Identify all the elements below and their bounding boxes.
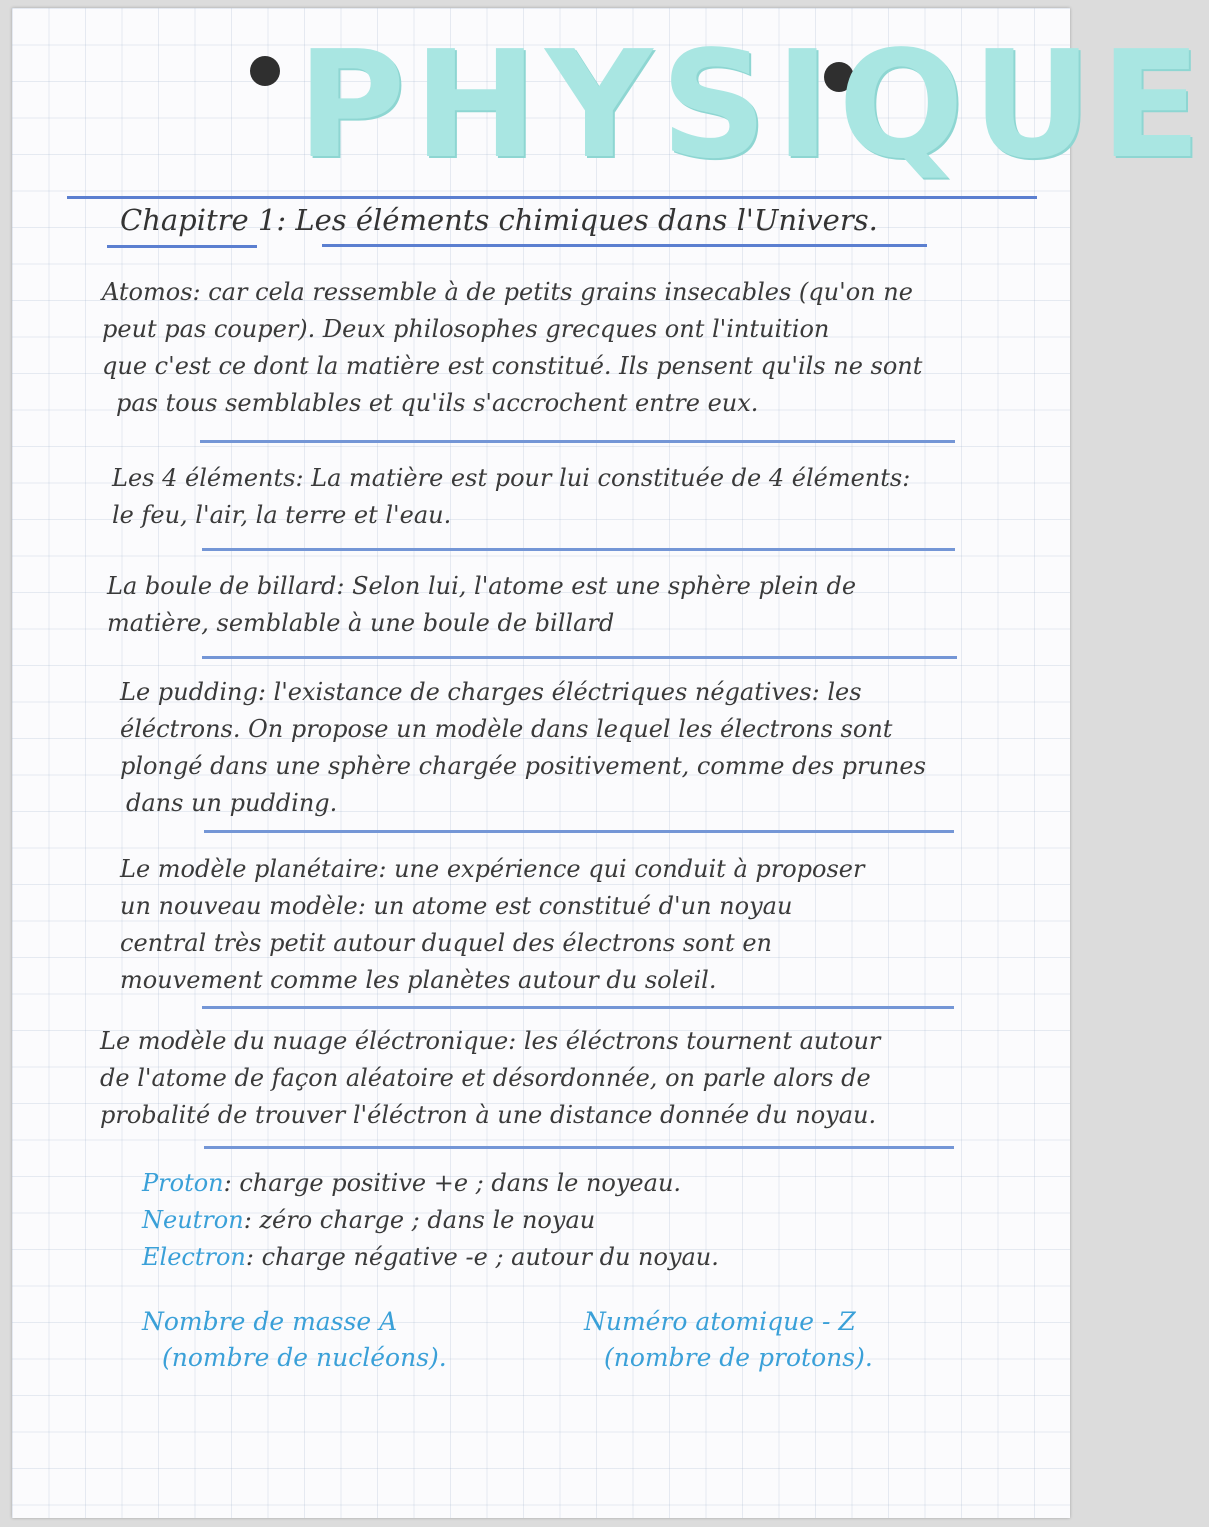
section-separator (204, 1146, 954, 1149)
mass-number-note: (nombre de nucléons). (162, 1343, 447, 1372)
section-four-elements (112, 460, 910, 534)
particle-definitions (142, 1165, 719, 1276)
section-planetary-model (120, 851, 864, 999)
section-separator (202, 1006, 954, 1009)
section-pudding (120, 674, 926, 822)
section-separator (202, 548, 955, 551)
text-line: plongé dans une sphère chargée positivement, comme des prunes (120, 752, 926, 780)
page-title: PHYSIQUE (297, 19, 1209, 191)
text-line: de l'atome de façon aléatoire et désordonnée, on parle alors de (100, 1064, 871, 1092)
section-billiard-ball (107, 568, 856, 642)
text-line: central très petit autour duquel des électrons sont en (120, 929, 772, 957)
chapter-underline-left (107, 245, 257, 248)
text-line: Le pudding: l'existance de charges éléctriques négatives: les (120, 678, 862, 706)
particle-desc: : charge positive +e ; dans le noyeau. (223, 1169, 682, 1197)
particle-desc: : charge négative -e ; autour du noyau. (245, 1243, 719, 1271)
text-line: pas tous semblables et qu'ils s'accrochent entre eux. (116, 389, 759, 417)
section-atomos (102, 274, 922, 422)
particle-term: Proton (142, 1169, 224, 1197)
text-line: mouvement comme les planètes autour du soleil. (120, 966, 717, 994)
particle-neutron (142, 1202, 719, 1239)
particle-proton (142, 1165, 719, 1202)
text-line: probalité de trouver l'éléctron à une distance donnée du noyau. (100, 1101, 877, 1129)
text-line: Le modèle du nuage éléctronique: les éléctrons tournent autour (100, 1027, 881, 1055)
mass-number (142, 1304, 447, 1376)
chapter-heading: Chapitre 1: Les éléments chimiques dans l'Univers. (120, 203, 878, 237)
atomic-number-note: (nombre de protons). (604, 1343, 873, 1372)
text-line: matière, semblable à une boule de billard (107, 609, 615, 637)
particle-term: Neutron (142, 1206, 244, 1234)
particle-term: Electron (142, 1243, 246, 1271)
mass-number-label: Nombre de masse A (142, 1307, 398, 1336)
atomic-number-label: Numéro atomique - Z (584, 1307, 856, 1336)
section-electron-cloud (100, 1023, 880, 1134)
text-line: peut pas couper). Deux philosophes grecques ont l'intuition (102, 315, 830, 343)
section-separator (202, 656, 957, 659)
particle-electron (142, 1239, 719, 1276)
text-line: dans un pudding. (126, 789, 338, 817)
chapter-underline-right (322, 244, 927, 247)
text-line: Le modèle planétaire: une expérience qui conduit à proposer (120, 855, 865, 883)
text-line: que c'est ce dont la matière est constitué. Ils pensent qu'ils ne sont (102, 352, 923, 380)
text-line: Les 4 éléments: La matière est pour lui constituée de 4 éléments: (112, 464, 911, 492)
title-underline (67, 196, 1037, 199)
notebook-page (12, 8, 1209, 1518)
text-line: Atomos: car cela ressemble à de petits grains insecables (qu'on ne (102, 278, 913, 306)
text-line: éléctrons. On propose un modèle dans lequel les électrons sont (120, 715, 893, 743)
text-line: La boule de billard: Selon lui, l'atome est une sphère plein de (107, 572, 857, 600)
text-line: un nouveau modèle: un atome est constitué d'un noyau (120, 892, 793, 920)
section-separator (200, 440, 955, 443)
particle-desc: : zéro charge ; dans le noyau (243, 1206, 596, 1234)
text-line: le feu, l'air, la terre et l'eau. (112, 501, 452, 529)
punch-hole-left (250, 56, 280, 86)
atomic-number (584, 1304, 873, 1376)
section-separator (204, 830, 954, 833)
